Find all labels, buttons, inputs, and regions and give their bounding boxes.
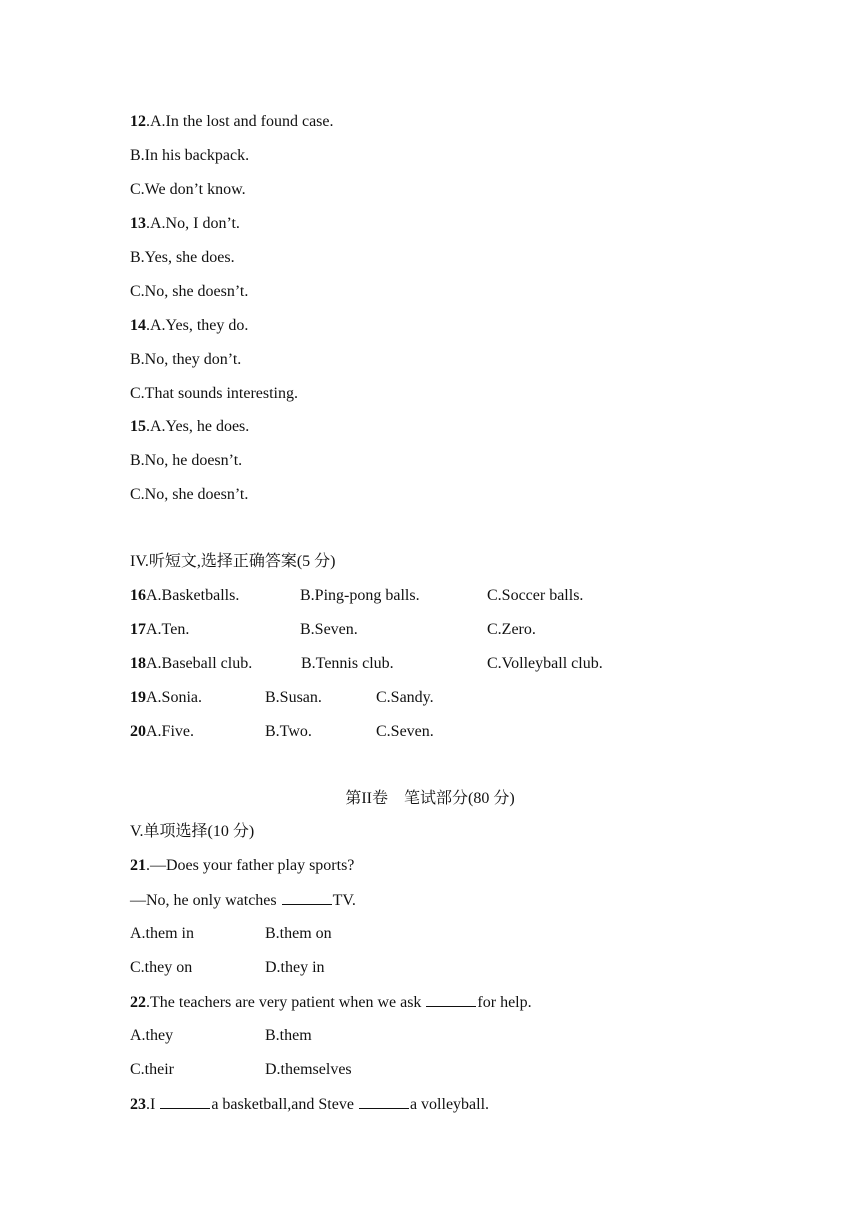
option-a: A.Sonia. (146, 689, 202, 706)
question-21-line2 (130, 890, 356, 911)
question-12: 12.A.In the lost and found case. (130, 113, 334, 130)
stem-post: a volleyball. (409, 1096, 490, 1113)
options-row (130, 1026, 530, 1046)
option-a: A.them in (130, 925, 194, 942)
question-number: 19 (130, 689, 146, 706)
option-c: C.they on (130, 959, 193, 976)
option-b: B.In his backpack. (130, 147, 250, 164)
answer-blank (359, 1094, 409, 1109)
stem-mid: a basketball,and Steve (211, 1096, 358, 1113)
stem-post: for help. (477, 994, 532, 1011)
answer-blank (282, 890, 332, 905)
option-a: A.No, I don’t. (150, 215, 240, 232)
option-c: C.No, she doesn’t. (130, 283, 249, 300)
question-21 (130, 856, 354, 876)
question-number: 22 (130, 994, 146, 1011)
question-18 (130, 654, 730, 674)
options-row (130, 958, 530, 978)
option-b: B.Ping-pong balls. (300, 587, 420, 604)
option-b: B.Two. (265, 723, 312, 740)
question-number: 23 (130, 1096, 146, 1113)
option-b: B.Susan. (265, 689, 322, 706)
option-c: C.Volleyball club. (487, 655, 603, 672)
option-a: A.they (130, 1027, 174, 1044)
question-number: 13 (130, 215, 146, 232)
option-a: A.Ten. (146, 621, 190, 638)
option-b: B.No, he doesn’t. (130, 452, 243, 469)
option-c: C.Seven. (376, 723, 434, 740)
option-c: C.Sandy. (376, 689, 434, 706)
option-b: B.Tennis club. (301, 655, 394, 672)
option-c: C.We don’t know. (130, 181, 246, 198)
question-15: 15.A.Yes, he does. (130, 418, 250, 435)
option-a: A.Yes, they do. (150, 317, 249, 334)
question-number: 18 (130, 655, 146, 672)
option-b: B.Seven. (300, 621, 358, 638)
option-d: D.they in (265, 959, 325, 976)
question-19 (130, 688, 730, 708)
question-number: 20 (130, 723, 146, 740)
question-14: 14.A.Yes, they do. (130, 317, 249, 334)
option-b: B.No, they don’t. (130, 351, 242, 368)
question-number: 21 (130, 857, 146, 874)
question-stem: .—Does your father play sports? (146, 857, 355, 874)
section-title: IV.听短文,选择正确答案(5 分) (130, 553, 336, 570)
stem-post: TV. (332, 892, 356, 909)
option-c: C.their (130, 1061, 174, 1078)
answer-blank (426, 992, 476, 1007)
option-a: A.Five. (146, 723, 194, 740)
stem-pre: —No, he only watches (130, 892, 281, 909)
option-b: B.them on (265, 925, 332, 942)
section-title: V.单项选择(10 分) (130, 823, 255, 840)
question-number: 15 (130, 418, 146, 435)
stem-pre: .The teachers are very patient when we ask (146, 994, 426, 1011)
option-a: A.Baseball club. (146, 655, 253, 672)
option-b: B.them (265, 1027, 312, 1044)
options-row (130, 1060, 530, 1080)
option-d: D.themselves (265, 1061, 352, 1078)
question-20 (130, 722, 730, 742)
part-title: 第II卷 笔试部分(80 分) (345, 790, 515, 807)
question-23 (130, 1094, 489, 1115)
answer-blank (160, 1094, 210, 1109)
question-number: 14 (130, 317, 146, 334)
question-17 (130, 620, 730, 640)
option-c: C.Zero. (487, 621, 536, 638)
option-b: B.Yes, she does. (130, 249, 235, 266)
option-a: A.Basketballs. (146, 587, 240, 604)
option-a: A.Yes, he does. (150, 418, 250, 435)
question-13: 13.A.No, I don’t. (130, 215, 240, 232)
option-c: C.No, she doesn’t. (130, 486, 249, 503)
stem-pre: .I (146, 1096, 160, 1113)
question-22 (130, 992, 532, 1013)
options-row (130, 924, 530, 944)
question-number: 16 (130, 587, 146, 604)
question-16 (130, 586, 730, 606)
option-c: C.That sounds interesting. (130, 385, 298, 402)
question-number: 12 (130, 113, 146, 130)
option-a: A.In the lost and found case. (150, 113, 334, 130)
option-c: C.Soccer balls. (487, 587, 584, 604)
question-number: 17 (130, 621, 146, 638)
